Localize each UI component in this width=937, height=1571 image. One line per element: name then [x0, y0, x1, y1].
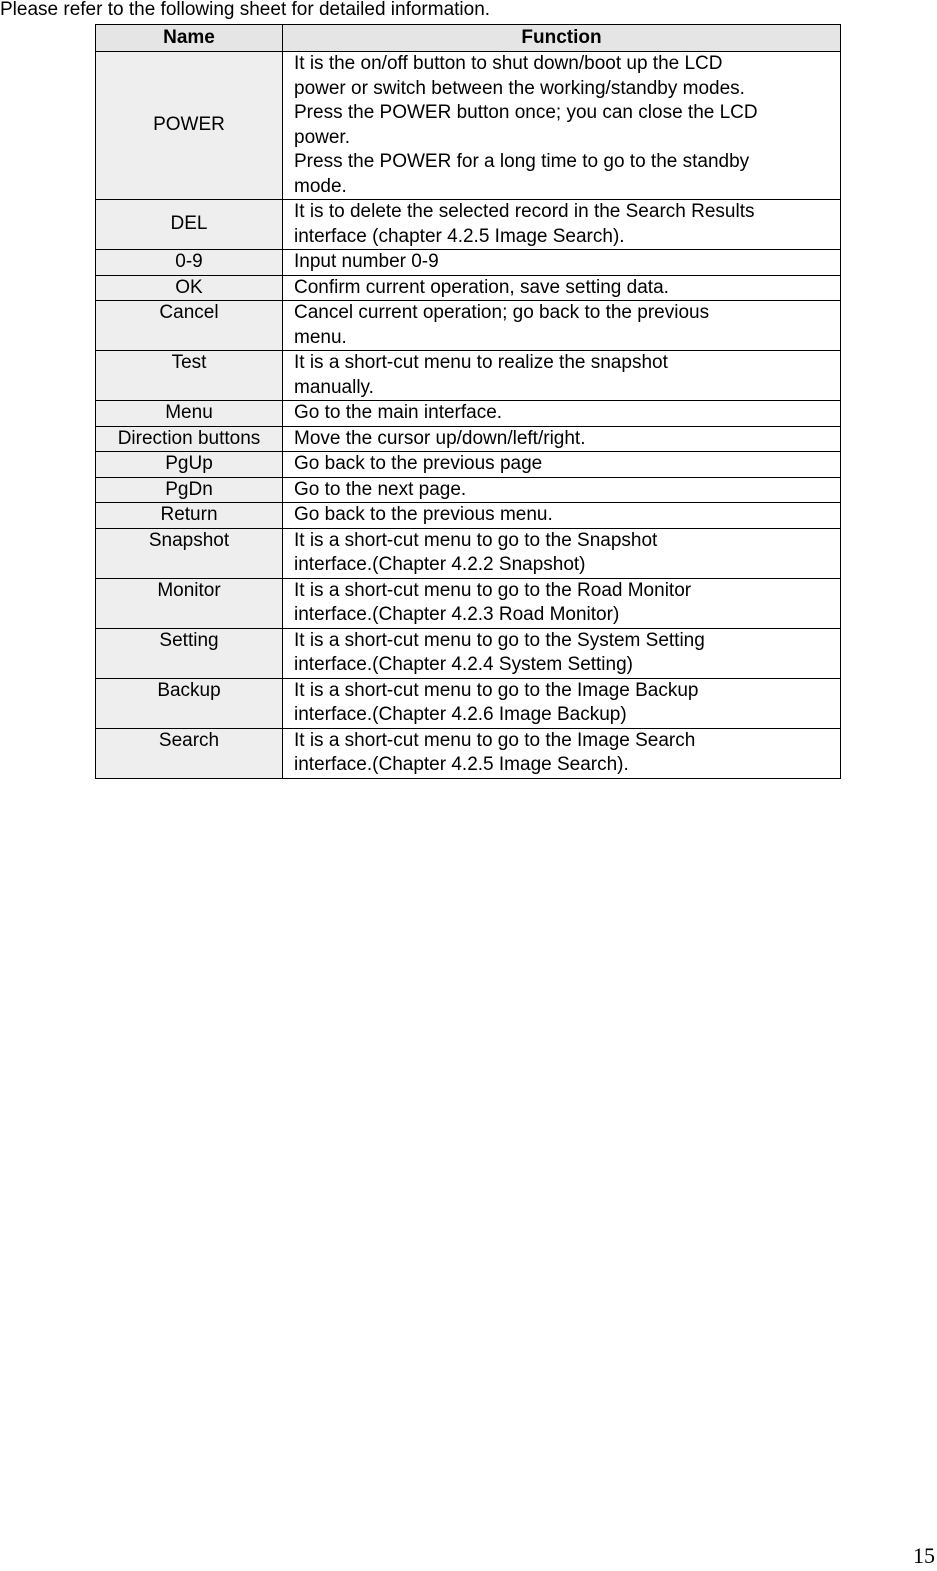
function-cell	[283, 200, 841, 250]
button-name-cell: Direction buttons	[96, 426, 283, 452]
function-text-line: Go to the main interface.	[294, 402, 503, 423]
button-name-cell: POWER	[96, 52, 283, 200]
table-row	[96, 200, 841, 250]
function-text-line: menu.	[294, 326, 347, 348]
function-text-line: interface.(Chapter 4.2.4 System Setting)	[294, 654, 633, 675]
button-name-cell: Snapshot	[96, 528, 283, 578]
function-text-line: interface (chapter 4.2.5 Image Search).	[294, 225, 625, 247]
function-text-line: Cancel current operation; go back to the previous	[294, 302, 710, 323]
table-row	[96, 52, 841, 200]
button-name-cell: PgUp	[96, 452, 283, 478]
function-text-line: It is the on/off button to shut down/boot up the LCD	[294, 53, 723, 74]
table-row	[96, 728, 841, 778]
button-name-cell: OK	[96, 275, 283, 301]
function-text-line: Go back to the previous menu.	[294, 504, 553, 525]
function-cell	[283, 52, 841, 200]
button-name-cell: DEL	[96, 200, 283, 250]
function-cell	[283, 452, 841, 478]
button-name-cell: Monitor	[96, 578, 283, 628]
function-text-line: It is a short-cut menu to go to the Snapshot	[294, 529, 658, 551]
intro-text: Please refer to the following sheet for detailed information.	[0, 0, 491, 20]
function-cell	[283, 503, 841, 529]
function-text-line: power.	[294, 126, 350, 148]
function-text-line: interface.(Chapter 4.2.5 Image Search).	[294, 754, 629, 775]
function-cell	[283, 250, 841, 276]
button-name-cell: PgDn	[96, 477, 283, 503]
button-name-cell: 0-9	[96, 250, 283, 276]
table-row	[96, 351, 841, 401]
table-row	[96, 528, 841, 578]
function-cell	[283, 578, 841, 628]
button-name-cell: Search	[96, 728, 283, 778]
function-cell	[283, 678, 841, 728]
table-row	[96, 578, 841, 628]
function-text-line: It is to delete the selected record in the Search Results	[294, 201, 755, 222]
header-function: Function	[283, 25, 841, 52]
function-cell	[283, 401, 841, 427]
function-text-line: Press the POWER for a long time to go to the standby	[294, 151, 750, 172]
table-row	[96, 452, 841, 478]
function-cell	[283, 728, 841, 778]
function-text-line: interface.(Chapter 4.2.2 Snapshot)	[294, 554, 586, 575]
function-text-line: Move the cursor up/down/left/right.	[294, 427, 586, 449]
table-body	[96, 52, 841, 779]
table-row	[96, 477, 841, 503]
table-row	[96, 301, 841, 351]
function-cell	[283, 426, 841, 452]
function-text-line: It is a short-cut menu to go to the Road Monitor	[294, 579, 692, 601]
function-cell	[283, 628, 841, 678]
header-name: Name	[96, 25, 283, 52]
table-row	[96, 401, 841, 427]
table-row	[96, 503, 841, 529]
function-text-line: It is a short-cut menu to go to the Image Backup	[294, 679, 699, 701]
function-text-line: Input number 0-9	[294, 251, 439, 272]
function-text-line: interface.(Chapter 4.2.6 Image Backup)	[294, 704, 627, 725]
function-cell	[283, 351, 841, 401]
function-text-line: It is a short-cut menu to go to the System Setting	[294, 629, 705, 651]
function-text-line: It is a short-cut menu to go to the Image Search	[294, 729, 696, 751]
function-text-line: Go to the next page.	[294, 478, 467, 500]
function-cell	[283, 528, 841, 578]
button-name-cell: Return	[96, 503, 283, 529]
function-text-line: power or switch between the working/standby modes.	[294, 77, 745, 99]
button-function-table	[95, 24, 841, 779]
button-name-cell: Backup	[96, 678, 283, 728]
function-cell	[283, 275, 841, 301]
button-name-cell: Menu	[96, 401, 283, 427]
function-cell	[283, 477, 841, 503]
function-cell	[283, 301, 841, 351]
table-row	[96, 678, 841, 728]
button-name-cell: Setting	[96, 628, 283, 678]
function-text-line: interface.(Chapter 4.2.3 Road Monitor)	[294, 604, 620, 625]
button-name-cell: Test	[96, 351, 283, 401]
button-name-cell: Cancel	[96, 301, 283, 351]
table-row	[96, 275, 841, 301]
function-text-line: mode.	[294, 175, 347, 197]
table-row	[96, 426, 841, 452]
table-row	[96, 628, 841, 678]
function-text-line: Press the POWER button once; you can close the LCD	[294, 102, 758, 123]
function-text-line: Go back to the previous page	[294, 453, 543, 474]
table-row	[96, 250, 841, 276]
table-header-row	[96, 25, 841, 52]
function-text-line: manually.	[294, 376, 374, 398]
page-number: 15	[913, 1543, 935, 1568]
function-text-line: It is a short-cut menu to realize the snapshot	[294, 352, 668, 373]
function-text-line: Confirm current operation, save setting data.	[294, 276, 669, 298]
